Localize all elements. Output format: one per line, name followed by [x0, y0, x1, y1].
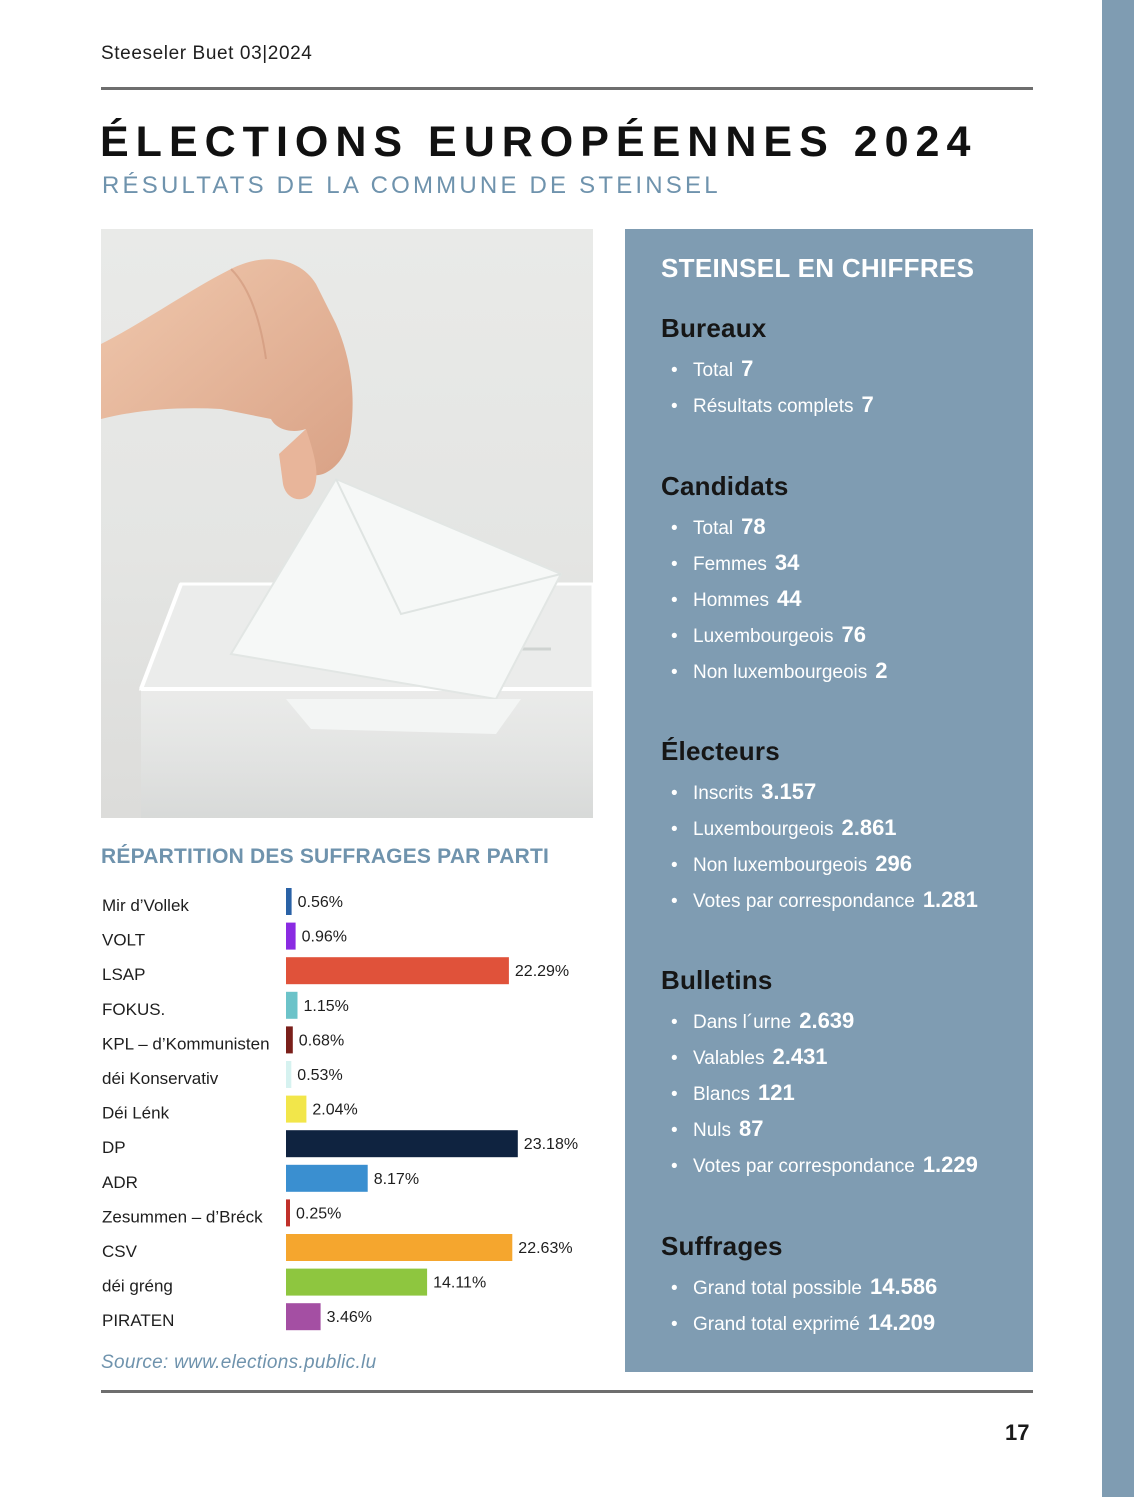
section-candidats — [661, 471, 888, 694]
section-bureaux — [661, 313, 874, 428]
stat-item: • Luxembourgeois 2.861 — [671, 815, 897, 840]
stat-item: • Non luxembourgeois 296 — [671, 851, 912, 876]
chart-bar — [286, 1096, 306, 1123]
stat-item: • Inscrits 3.157 — [671, 779, 817, 804]
ballot-box-photo — [101, 229, 593, 818]
stat-item: • Résultats complets 7 — [671, 392, 874, 417]
stat-item: • Non luxembourgeois 2 — [671, 658, 888, 683]
stats-panel-title: STEINSEL EN CHIFFRES — [661, 253, 975, 283]
source-note: Source: www.elections.public.lu — [101, 1352, 377, 1373]
chart-value-label: 0.68% — [298, 1032, 345, 1050]
chart-value-label: 1.15% — [303, 997, 349, 1015]
stat-item: • Votes par correspondance 1.229 — [671, 1152, 978, 1177]
chart-category-label: Déi Lénk — [102, 1103, 170, 1123]
chart-value-label: 22.29% — [514, 963, 570, 981]
chart-category-label: PIRATEN — [102, 1311, 175, 1331]
chart-value-label: 0.25% — [296, 1205, 342, 1223]
section-heading: Bulletins — [661, 965, 773, 995]
chart-value-label: 22.63% — [518, 1240, 573, 1257]
ballot-illustration — [101, 229, 593, 818]
chart-bar — [286, 1026, 293, 1053]
chart-category-label: ADR — [102, 1172, 138, 1192]
chart-bar — [286, 1130, 518, 1157]
section-heading: Bureaux — [661, 313, 767, 343]
stat-item: • Nuls 87 — [671, 1116, 764, 1141]
chart-bar — [286, 957, 509, 984]
chart-category-label: déi Konservativ — [102, 1069, 219, 1088]
chart-category-label: LSAP — [102, 965, 146, 985]
chart-category-label: KPL – d’Kommunisten — [102, 1034, 270, 1054]
chart-value-label: 0.53% — [297, 1067, 343, 1084]
bottom-rule — [101, 1390, 1033, 1393]
chart-bar — [286, 1165, 368, 1192]
chart-value-label: 3.46% — [326, 1309, 372, 1327]
chart-bar — [286, 888, 292, 915]
stats-panel — [625, 229, 1033, 1372]
chart-category-label: VOLT — [102, 930, 146, 950]
chart-bar — [286, 1234, 512, 1261]
section-heading: Électeurs — [661, 736, 780, 766]
section-bulletins — [661, 965, 978, 1188]
chart-category-label: FOKUS. — [102, 999, 166, 1019]
stat-item: • Total 78 — [671, 514, 766, 539]
chart-bar — [286, 992, 298, 1019]
chart-category-label: CSV — [102, 1242, 137, 1261]
publication-header: Steeseler Buet 03|2024 — [101, 43, 313, 64]
stat-item: • Valables 2.431 — [671, 1044, 828, 1069]
stat-item: • Dans l´urne 2.639 — [671, 1008, 855, 1033]
section-heading: Suffrages — [661, 1231, 783, 1261]
stat-item: • Votes par correspondance 1.281 — [671, 887, 978, 912]
chart-category-label: DP — [102, 1138, 126, 1158]
chart-category-label: Mir d’Vollek — [102, 896, 189, 915]
stat-item: • Grand total possible 14.586 — [671, 1274, 938, 1299]
stat-item: • Hommes 44 — [671, 586, 802, 611]
chart-value-label: 23.18% — [523, 1136, 579, 1154]
chart-bar — [286, 1061, 291, 1088]
stat-item: • Total 7 — [671, 356, 754, 381]
chart-bar — [286, 923, 296, 950]
chart-value-label: 2.04% — [312, 1101, 358, 1119]
page-title: ÉLECTIONS EUROPÉENNES 2024 — [100, 118, 978, 166]
section-suffrages — [661, 1231, 937, 1346]
stat-item: • Grand total exprimé 14.209 — [671, 1310, 936, 1335]
chart-value-label: 14.11% — [433, 1274, 487, 1292]
section-electeurs — [661, 736, 978, 923]
top-rule — [101, 87, 1033, 90]
chart-value-label: 0.56% — [297, 894, 343, 911]
page-number: 17 — [1005, 1420, 1030, 1445]
chart-bar — [286, 1303, 321, 1330]
stat-item: • Blancs 121 — [671, 1080, 795, 1105]
chart-category-label: déi gréng — [102, 1276, 173, 1296]
chart-category-label: Zesummen – d’Bréck — [102, 1207, 263, 1227]
stat-item: • Femmes 34 — [671, 550, 800, 575]
chart-bar — [286, 1269, 427, 1296]
section-heading: Candidats — [661, 471, 789, 501]
chart-bar — [286, 1199, 290, 1226]
chart-value-label: 0.96% — [301, 928, 347, 946]
chart-title: RÉPARTITION DES SUFFRAGES PAR PARTI — [101, 845, 550, 868]
stat-item: • Luxembourgeois 76 — [671, 622, 866, 647]
chart-value-label: 8.17% — [373, 1170, 420, 1188]
page-subtitle: RÉSULTATS DE LA COMMUNE DE STEINSEL — [102, 172, 721, 199]
party-results-bar-chart — [101, 884, 601, 1344]
side-accent-band — [1102, 0, 1134, 1497]
